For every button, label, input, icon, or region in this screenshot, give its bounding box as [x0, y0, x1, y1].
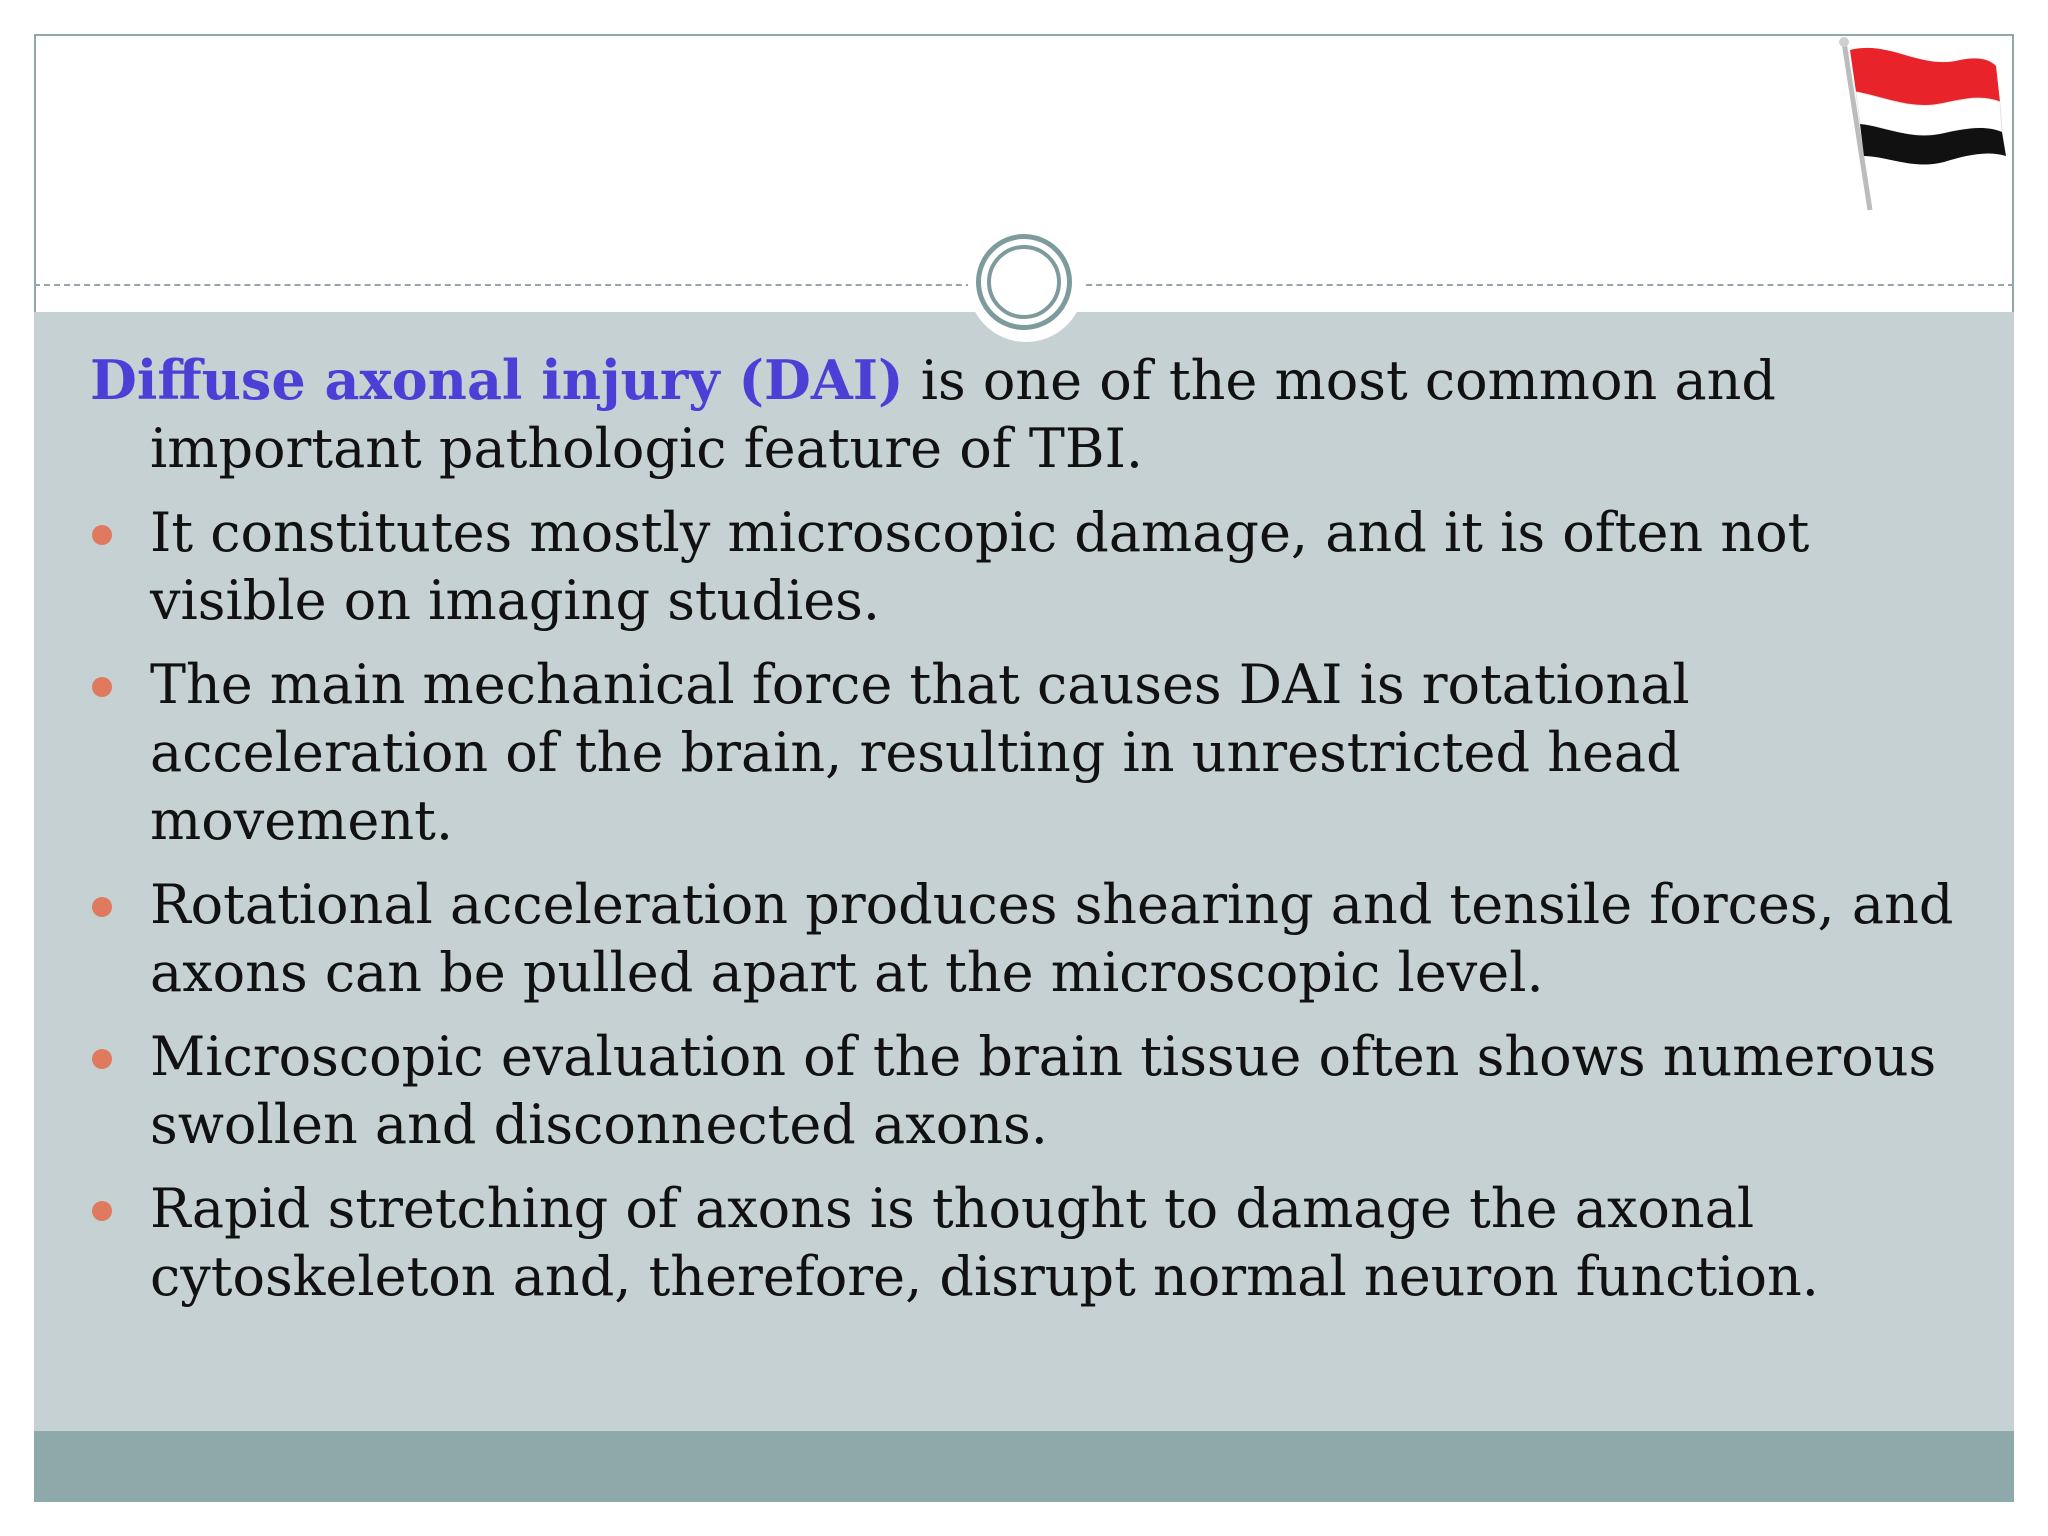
highlighted-term: Diffuse axonal injury (DAI) [90, 348, 904, 412]
bullet-text: Rotational acceleration produces shearing and tensile forces, and axons can be pulled apart at the microscopic level. [150, 873, 1954, 1004]
bullet-dot-icon [92, 525, 112, 545]
bullet-dot-icon [92, 1201, 112, 1221]
list-item [90, 1175, 1970, 1311]
bullet-dot-icon [92, 677, 112, 697]
footer-band [34, 1431, 2014, 1502]
intro-text: is one of the most common and important pathologic feature of TBI. [150, 349, 1776, 480]
circle-ornament-ring-inner [987, 245, 1061, 319]
list-item [90, 499, 1970, 635]
bullet-text: Microscopic evaluation of the brain tissue often shows numerous swollen and disconnected axons. [150, 1025, 1937, 1156]
bullet-text: Rapid stretching of axons is thought to damage the axonal cytoskeleton and, therefore, disrupt normal neuron function. [150, 1177, 1819, 1308]
list-item [90, 871, 1970, 1007]
bullet-text: The main mechanical force that causes DAI is rotational acceleration of the brain, resulting in unrestricted head movement. [150, 653, 1690, 852]
list-item [90, 1023, 1970, 1159]
yemen-flag-icon [1810, 30, 2010, 220]
bullet-dot-icon [92, 897, 112, 917]
bullet-text: It constitutes mostly microscopic damage, and it is often not visible on imaging studies. [150, 501, 1810, 632]
bullet-dot-icon [92, 1049, 112, 1069]
slide-body [90, 346, 1970, 1327]
intro-paragraph [90, 346, 1970, 483]
list-item [90, 651, 1970, 855]
